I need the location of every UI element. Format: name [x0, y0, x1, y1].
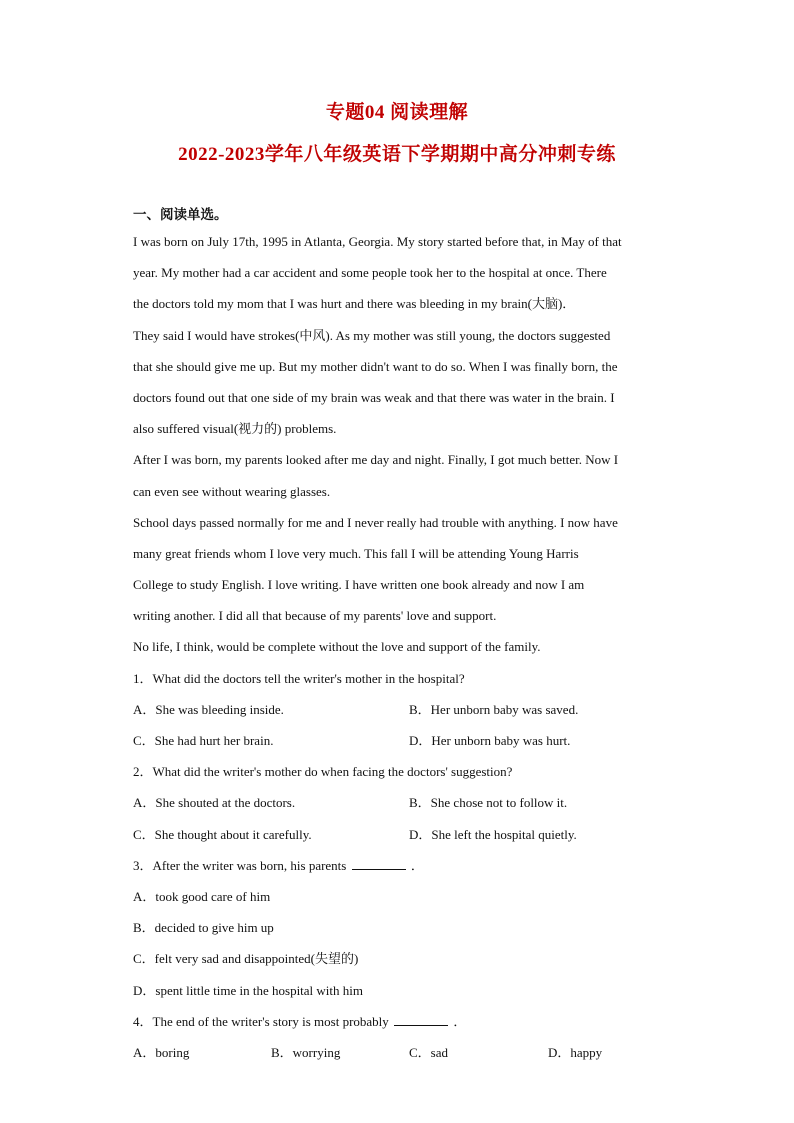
- question-stem-row: [133, 1006, 663, 1037]
- option-c: C．felt very sad and disappointed(失望的): [133, 951, 359, 967]
- option-c: C．She thought about it carefully.: [133, 826, 312, 842]
- option-a: A．boring: [133, 1044, 190, 1060]
- option-row: [133, 725, 663, 756]
- stem-punctuation: ．: [453, 1013, 467, 1029]
- question-stem-row: [133, 850, 663, 881]
- passage-line: They said I would have strokes(中风). As my mother was still young, the doctors suggested: [133, 327, 611, 343]
- option-a: A．She was bleeding inside.: [133, 701, 284, 717]
- passage-line: also suffered visual(视力的) problems.: [133, 421, 337, 437]
- option-d: D．spent little time in the hospital with him: [133, 982, 364, 998]
- question-1: [133, 663, 663, 757]
- option-b: B．decided to give him up: [133, 920, 274, 936]
- stem-punctuation: ．: [410, 857, 424, 873]
- option-row: [133, 787, 663, 818]
- passage-line: can even see without wearing glasses.: [133, 483, 331, 499]
- option-c: C．She had hurt her brain.: [133, 733, 274, 748]
- passage-line: year. My mother had a car accident and some people took her to the hospital at once. There: [133, 265, 607, 281]
- question-stem: 3．After the writer was born, his parents: [133, 857, 347, 873]
- answer-blank: [352, 859, 406, 870]
- option-d: D．She left the hospital quietly.: [409, 826, 577, 842]
- passage-line: doctors found out that one side of my brain was weak and that there was water in the brain. I: [133, 389, 615, 405]
- passage: [133, 226, 663, 663]
- question-4: [133, 1006, 663, 1068]
- passage-line: the doctors told my mom that I was hurt and there was bleeding in my brain(大脑)．: [133, 296, 576, 312]
- option-a: A．She shouted at the doctors.: [133, 795, 296, 811]
- option-b: B．worrying: [271, 1044, 341, 1060]
- passage-line: that she should give me up. But my mother didn't want to do so. When I was finally born, the: [133, 358, 618, 374]
- question-2: [133, 756, 663, 850]
- document-title: 专题04 阅读理解: [325, 102, 469, 123]
- option-row: [133, 1037, 663, 1068]
- passage-line: No life, I think, would be complete without the love and support of the family.: [133, 639, 541, 655]
- reading-content: [133, 226, 663, 1068]
- question-3: [133, 850, 663, 1006]
- section-heading: 一、阅读单选。: [133, 207, 228, 222]
- option-a: A．took good care of him: [133, 888, 271, 904]
- passage-line: many great friends whom I love very much. This fall I will be attending Young Harris: [133, 545, 579, 561]
- answer-blank: [394, 1015, 448, 1026]
- passage-line: After I was born, my parents looked after me day and night. Finally, I got much better. Now I: [133, 452, 619, 468]
- question-stem: 1．What did the doctors tell the writer's mother in the hospital?: [133, 670, 465, 686]
- question-stem: 4．The end of the writer's story is most probably: [133, 1013, 389, 1029]
- option-d: D．happy: [548, 1044, 603, 1060]
- option-b: B．Her unborn baby was saved.: [409, 701, 579, 717]
- passage-line: I was born on July 17th, 1995 in Atlanta, Georgia. My story started before that, in May of that: [133, 234, 622, 249]
- passage-line: School days passed normally for me and I never really had trouble with anything. I now have: [133, 514, 618, 530]
- option-row: [133, 694, 663, 725]
- option-c: C．sad: [409, 1044, 449, 1060]
- passage-line: writing another. I did all that because of my parents' love and support.: [133, 608, 497, 624]
- document-subtitle: 2022-2023学年八年级英语下学期期中高分冲刺专练: [178, 144, 616, 165]
- option-row: [133, 819, 663, 850]
- option-d: D．Her unborn baby was hurt.: [409, 733, 571, 748]
- option-b: B．She chose not to follow it.: [409, 795, 568, 811]
- passage-line: College to study English. I love writing. I have written one book already and now I am: [133, 577, 585, 593]
- question-stem: 2．What did the writer's mother do when facing the doctors' suggestion?: [133, 764, 513, 780]
